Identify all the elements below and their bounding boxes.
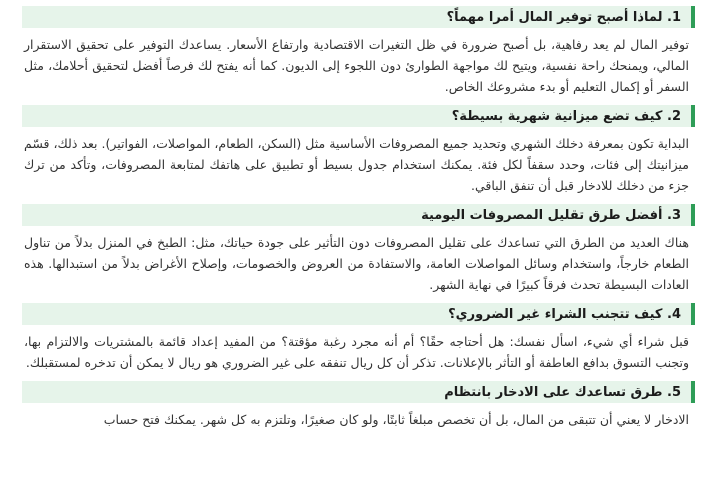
section-title: 4. كيف تتجنب الشراء غير الضروري؟ bbox=[448, 306, 681, 322]
section-4 bbox=[22, 303, 695, 373]
section-title: 1. لماذا أصبح توفير المال أمرا مهماً؟ bbox=[446, 9, 681, 25]
section-paragraph: هناك العديد من الطرق التي تساعدك على تقليل المصروفات دون التأثير على جودة حياتك، مثل: الطبخ في المنزل بدلاً من تناول الطعام خارجاً، واستخدام وسائل المواصلات العامة، والاستفادة من العروض والخصومات، وإصلاح الأغراض بدلاً من استبدالها. هذه العادات البسيطة تحدث فرقاً كبيرًا في نهاية الشهر. bbox=[24, 235, 689, 292]
section-title: 2. كيف تضع ميزانية شهرية بسيطة؟ bbox=[451, 108, 681, 124]
section-1 bbox=[22, 6, 695, 97]
section-title: 3. أفضل طرق تقليل المصروفات اليومية bbox=[421, 207, 681, 223]
section-heading bbox=[22, 105, 695, 127]
section-3 bbox=[22, 204, 695, 295]
section-2 bbox=[22, 105, 695, 196]
section-title: 5. طرق تساعدك على الادخار بانتظام bbox=[444, 384, 681, 400]
section-paragraph: قبل شراء أي شيء، اسأل نفسك: هل أحتاجه حقًا؟ أم أنه مجرد رغبة مؤقتة؟ من المفيد إعداد قائمة بالمشتريات والالتزام بها، وتجنب التسوق بدافع العاطفة أو التأثر بالإعلانات. تذكر أن كل ريال تنفقه على غير الضروري هو ريال لا يمكن أن تدخره لمستقبلك. bbox=[24, 334, 689, 370]
section-heading bbox=[22, 6, 695, 28]
section-heading bbox=[22, 303, 695, 325]
section-paragraph: الادخار لا يعني أن تتبقى من المال، بل أن تخصص مبلغاً ثابتًا، ولو كان صغيرًا، وتلتزم به كل شهر. يمكنك فتح حساب bbox=[103, 412, 689, 427]
section-paragraph: توفير المال لم يعد رفاهية، بل أصبح ضرورة في ظل التغيرات الاقتصادية وارتفاع الأسعار. يساعدك التوفير على تحقيق الاستقرار المالي، ويمنحك راحة نفسية، ويتيح لك مواجهة الطوارئ دون اللجوء إلى الديون. كما أنه يفتح لك فرصاً أفضل لتحقيق أحلامك، مثل السفر أو إكمال التعليم أو بدء مشروعك الخاص. bbox=[24, 37, 689, 94]
section-heading bbox=[22, 204, 695, 226]
section-paragraph: البداية تكون بمعرفة دخلك الشهري وتحديد جميع المصروفات الأساسية مثل (السكن، الطعام، المواصلات، الفواتير). بعد ذلك، قسّم ميزانيتك إلى فئات، وحدد سقفاً لكل فئة. يمكنك استخدام جدول بسيط أو تطبيق على هاتفك لمتابعة المصروفات، وتأكد من ترك جزء من دخلك للادخار قبل أن تنفق الباقي. bbox=[24, 136, 689, 193]
section-heading bbox=[22, 381, 695, 403]
section-5 bbox=[22, 381, 695, 430]
